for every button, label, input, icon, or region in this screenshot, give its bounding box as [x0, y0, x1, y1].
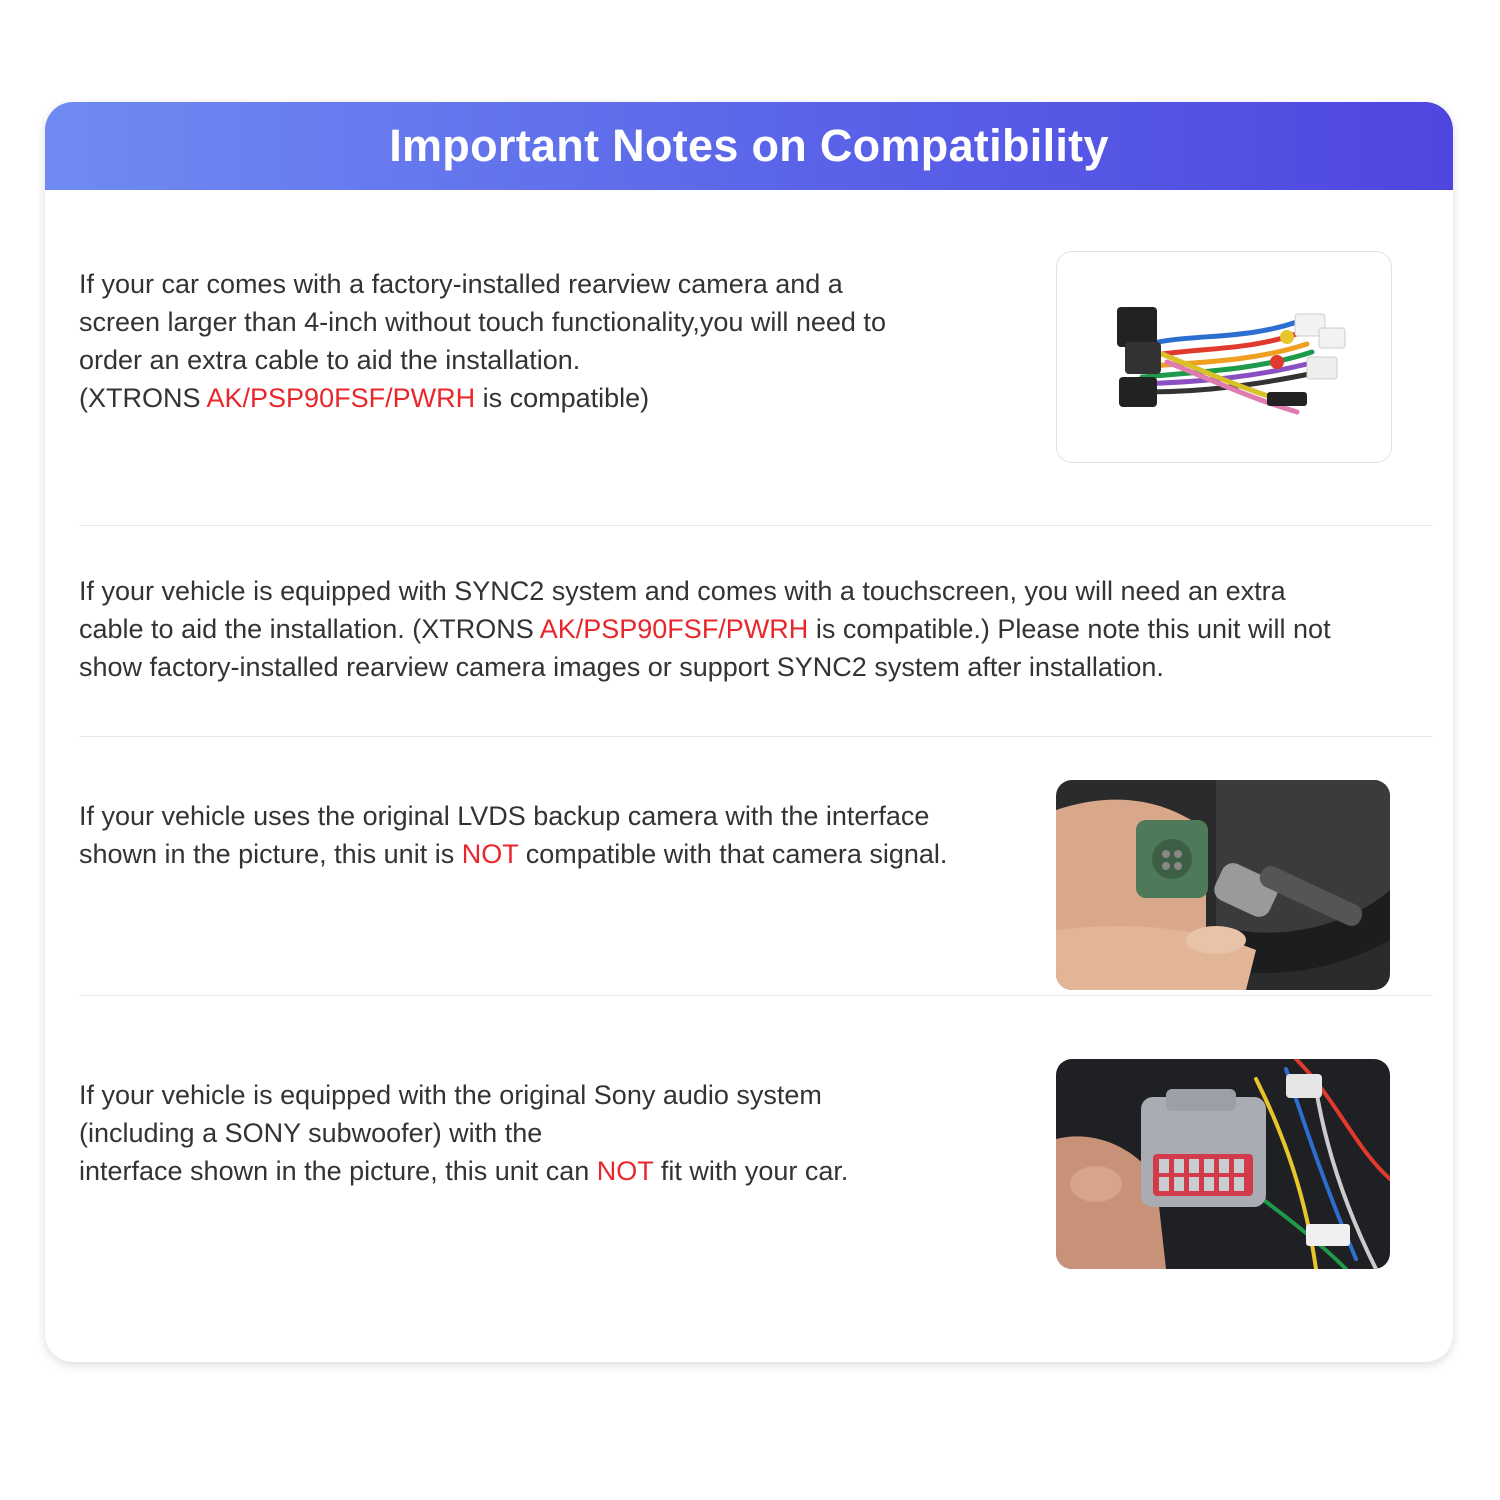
note-line: If your car comes with a factory-installed rearview camera and a — [79, 269, 843, 299]
not-highlight: NOT — [461, 839, 519, 869]
sony-connector-illustration — [1056, 1059, 1390, 1269]
note-sync2 — [79, 572, 1433, 686]
lvds-connector-photo — [1056, 780, 1390, 990]
note-sony-audio — [79, 1076, 1039, 1190]
compatibility-card — [45, 102, 1453, 1362]
lvds-connector-illustration — [1056, 780, 1390, 990]
note-line: show factory-installed rearview camera images or support SYNC2 system after installation. — [79, 652, 1164, 682]
card-header — [45, 102, 1453, 190]
wiring-harness-illustration — [1057, 252, 1391, 462]
sony-audio-connector-photo — [1056, 1059, 1390, 1269]
note-factory-camera — [79, 265, 1039, 417]
note-line: (including a SONY subwoofer) with the — [79, 1118, 543, 1148]
note-line: order an extra cable to aid the installation. — [79, 345, 581, 375]
not-highlight: NOT — [596, 1156, 654, 1186]
note-line: If your vehicle uses the original LVDS backup camera with the interface — [79, 801, 930, 831]
wiring-harness-image — [1056, 251, 1392, 463]
note-line: If your vehicle is equipped with SYNC2 system and comes with a touchscreen, you will need an extra — [79, 576, 1286, 606]
divider — [79, 525, 1433, 526]
note-lvds-camera — [79, 797, 1039, 873]
note-line: (XTRONS AK/PSP90FSF/PWRH is compatible) — [79, 383, 650, 413]
note-line: screen larger than 4-inch without touch functionality,you will need to — [79, 307, 886, 337]
page-title: Important Notes on Compatibility — [389, 120, 1109, 171]
compatible-model: AK/PSP90FSF/PWRH — [539, 614, 809, 644]
note-line: interface shown in the picture, this unit can NOT fit with your car. — [79, 1156, 849, 1186]
note-line: cable to aid the installation. (XTRONS AK/PSP90FSF/PWRH is compatible.) Please note this unit will not — [79, 614, 1331, 644]
divider — [79, 736, 1433, 737]
note-line: If your vehicle is equipped with the original Sony audio system — [79, 1080, 822, 1110]
divider — [79, 995, 1433, 996]
note-line: shown in the picture, this unit is NOT compatible with that camera signal. — [79, 839, 948, 869]
compatible-model: AK/PSP90FSF/PWRH — [206, 383, 476, 413]
